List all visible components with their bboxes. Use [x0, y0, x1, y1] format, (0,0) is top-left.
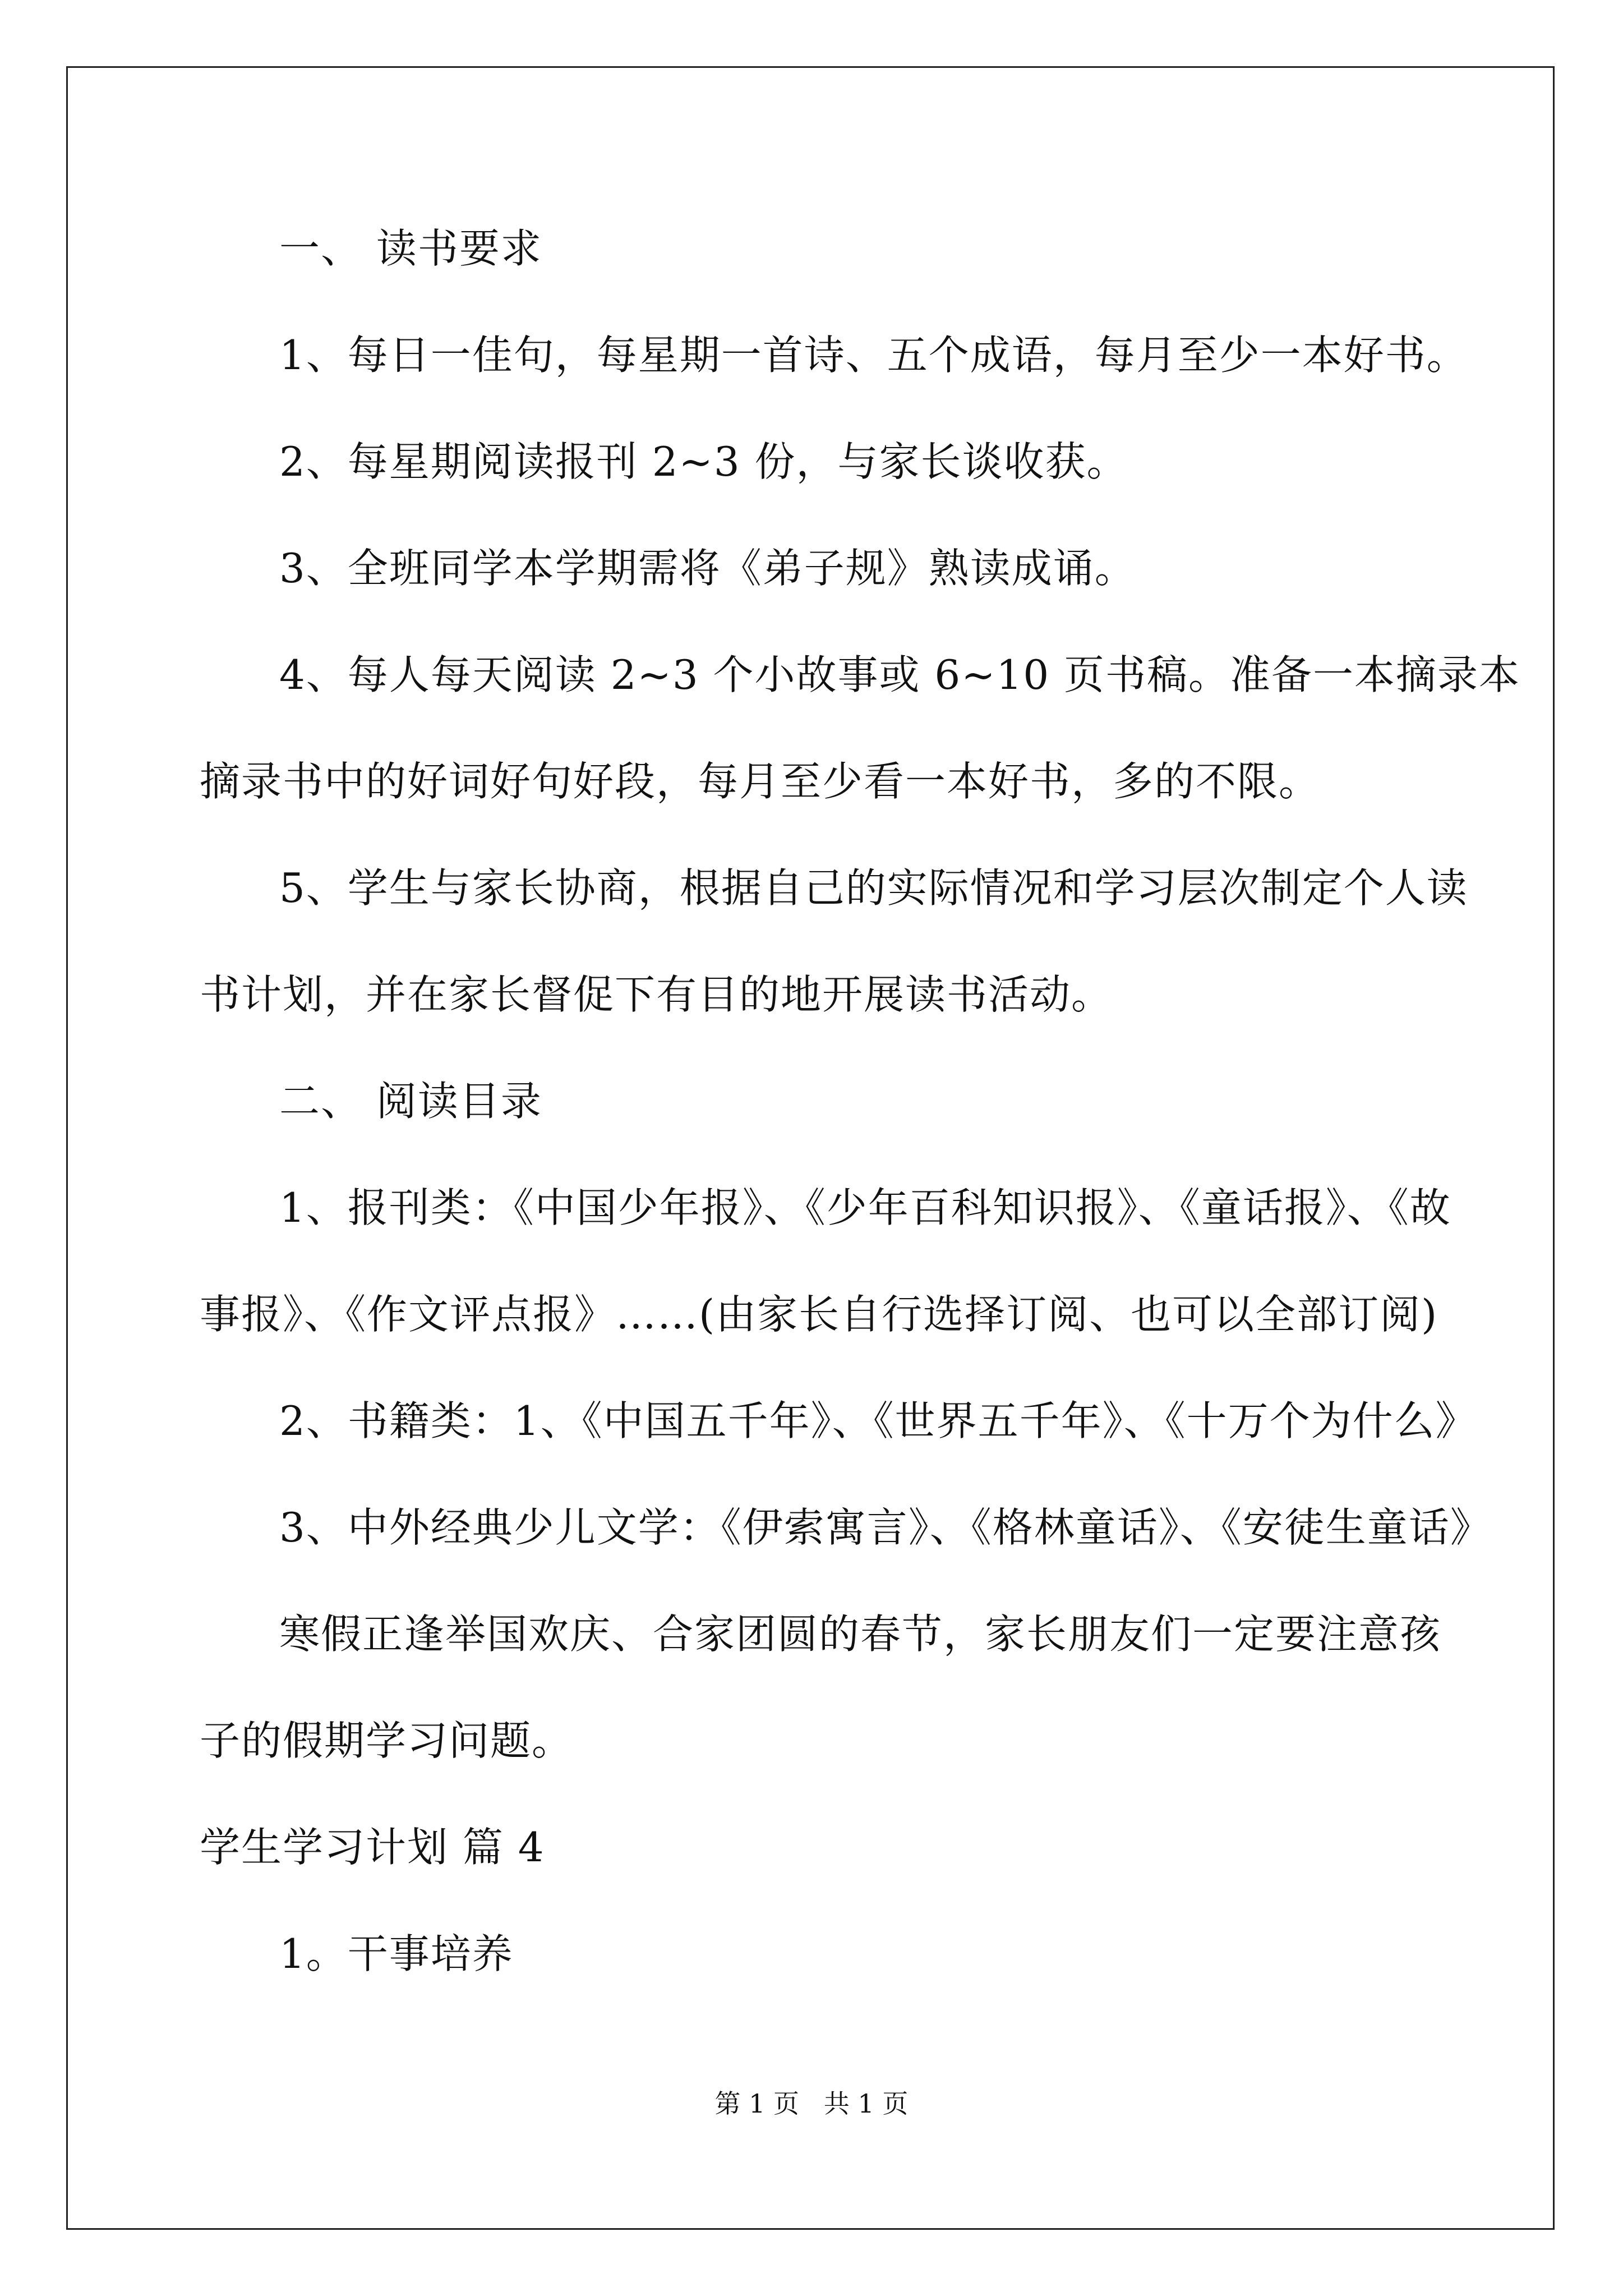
paragraph-line: 事报》、《作文评点报》……(由家长自行选择订阅、也可以全部订阅)	[200, 1291, 1438, 1338]
paragraph-line: 摘录书中的好词好句好段，每月至少看一本好书，多的不限。	[200, 758, 1321, 805]
paragraph-line: 子的假期学习问题。	[200, 1717, 574, 1764]
page-number-footer: 第 1 页 共 1 页	[714, 2088, 909, 2119]
paragraph-line: 1、每日一佳句，每星期一首诗、五个成语，每月至少一本好书。	[279, 332, 1468, 379]
article-title: 学生学习计划 篇 4	[200, 1824, 545, 1871]
paragraph-line: 5、学生与家长协商，根据自己的实际情况和学习层次制定个人读	[279, 864, 1468, 912]
page-border	[66, 66, 1555, 2230]
paragraph-line: 3、全班同学本学期需将《弟子规》熟读成诵。	[279, 545, 1136, 592]
section-heading-reading-requirements: 一、 读书要求	[279, 225, 542, 272]
section-heading-reading-list: 二、 阅读目录	[279, 1078, 542, 1125]
paragraph-line: 1、报刊类：《中国少年报》、《少年百科知识报》、《童话报》、《故	[279, 1184, 1451, 1231]
paragraph-line: 3、中外经典少儿文学：《伊索寓言》、《格林童话》、《安徒生童话》	[279, 1504, 1492, 1551]
paragraph-line: 1。干事培养	[279, 1930, 514, 1977]
paragraph-line: 2、书籍类：1、《中国五千年》、《世界五千年》、《十万个为什么》	[279, 1397, 1477, 1444]
paragraph-line: 寒假正逢举国欢庆、合家团圆的春节，家长朋友们一定要注意孩	[279, 1611, 1442, 1658]
paragraph-line: 书计划，并在家长督促下有目的地开展读书活动。	[200, 971, 1113, 1018]
paragraph-line: 4、每人每天阅读 2~3 个小故事或 6~10 页书稿。准备一本摘录本	[279, 651, 1521, 698]
paragraph-line: 2、每星期阅读报刊 2~3 份，与家长谈收获。	[279, 438, 1128, 485]
